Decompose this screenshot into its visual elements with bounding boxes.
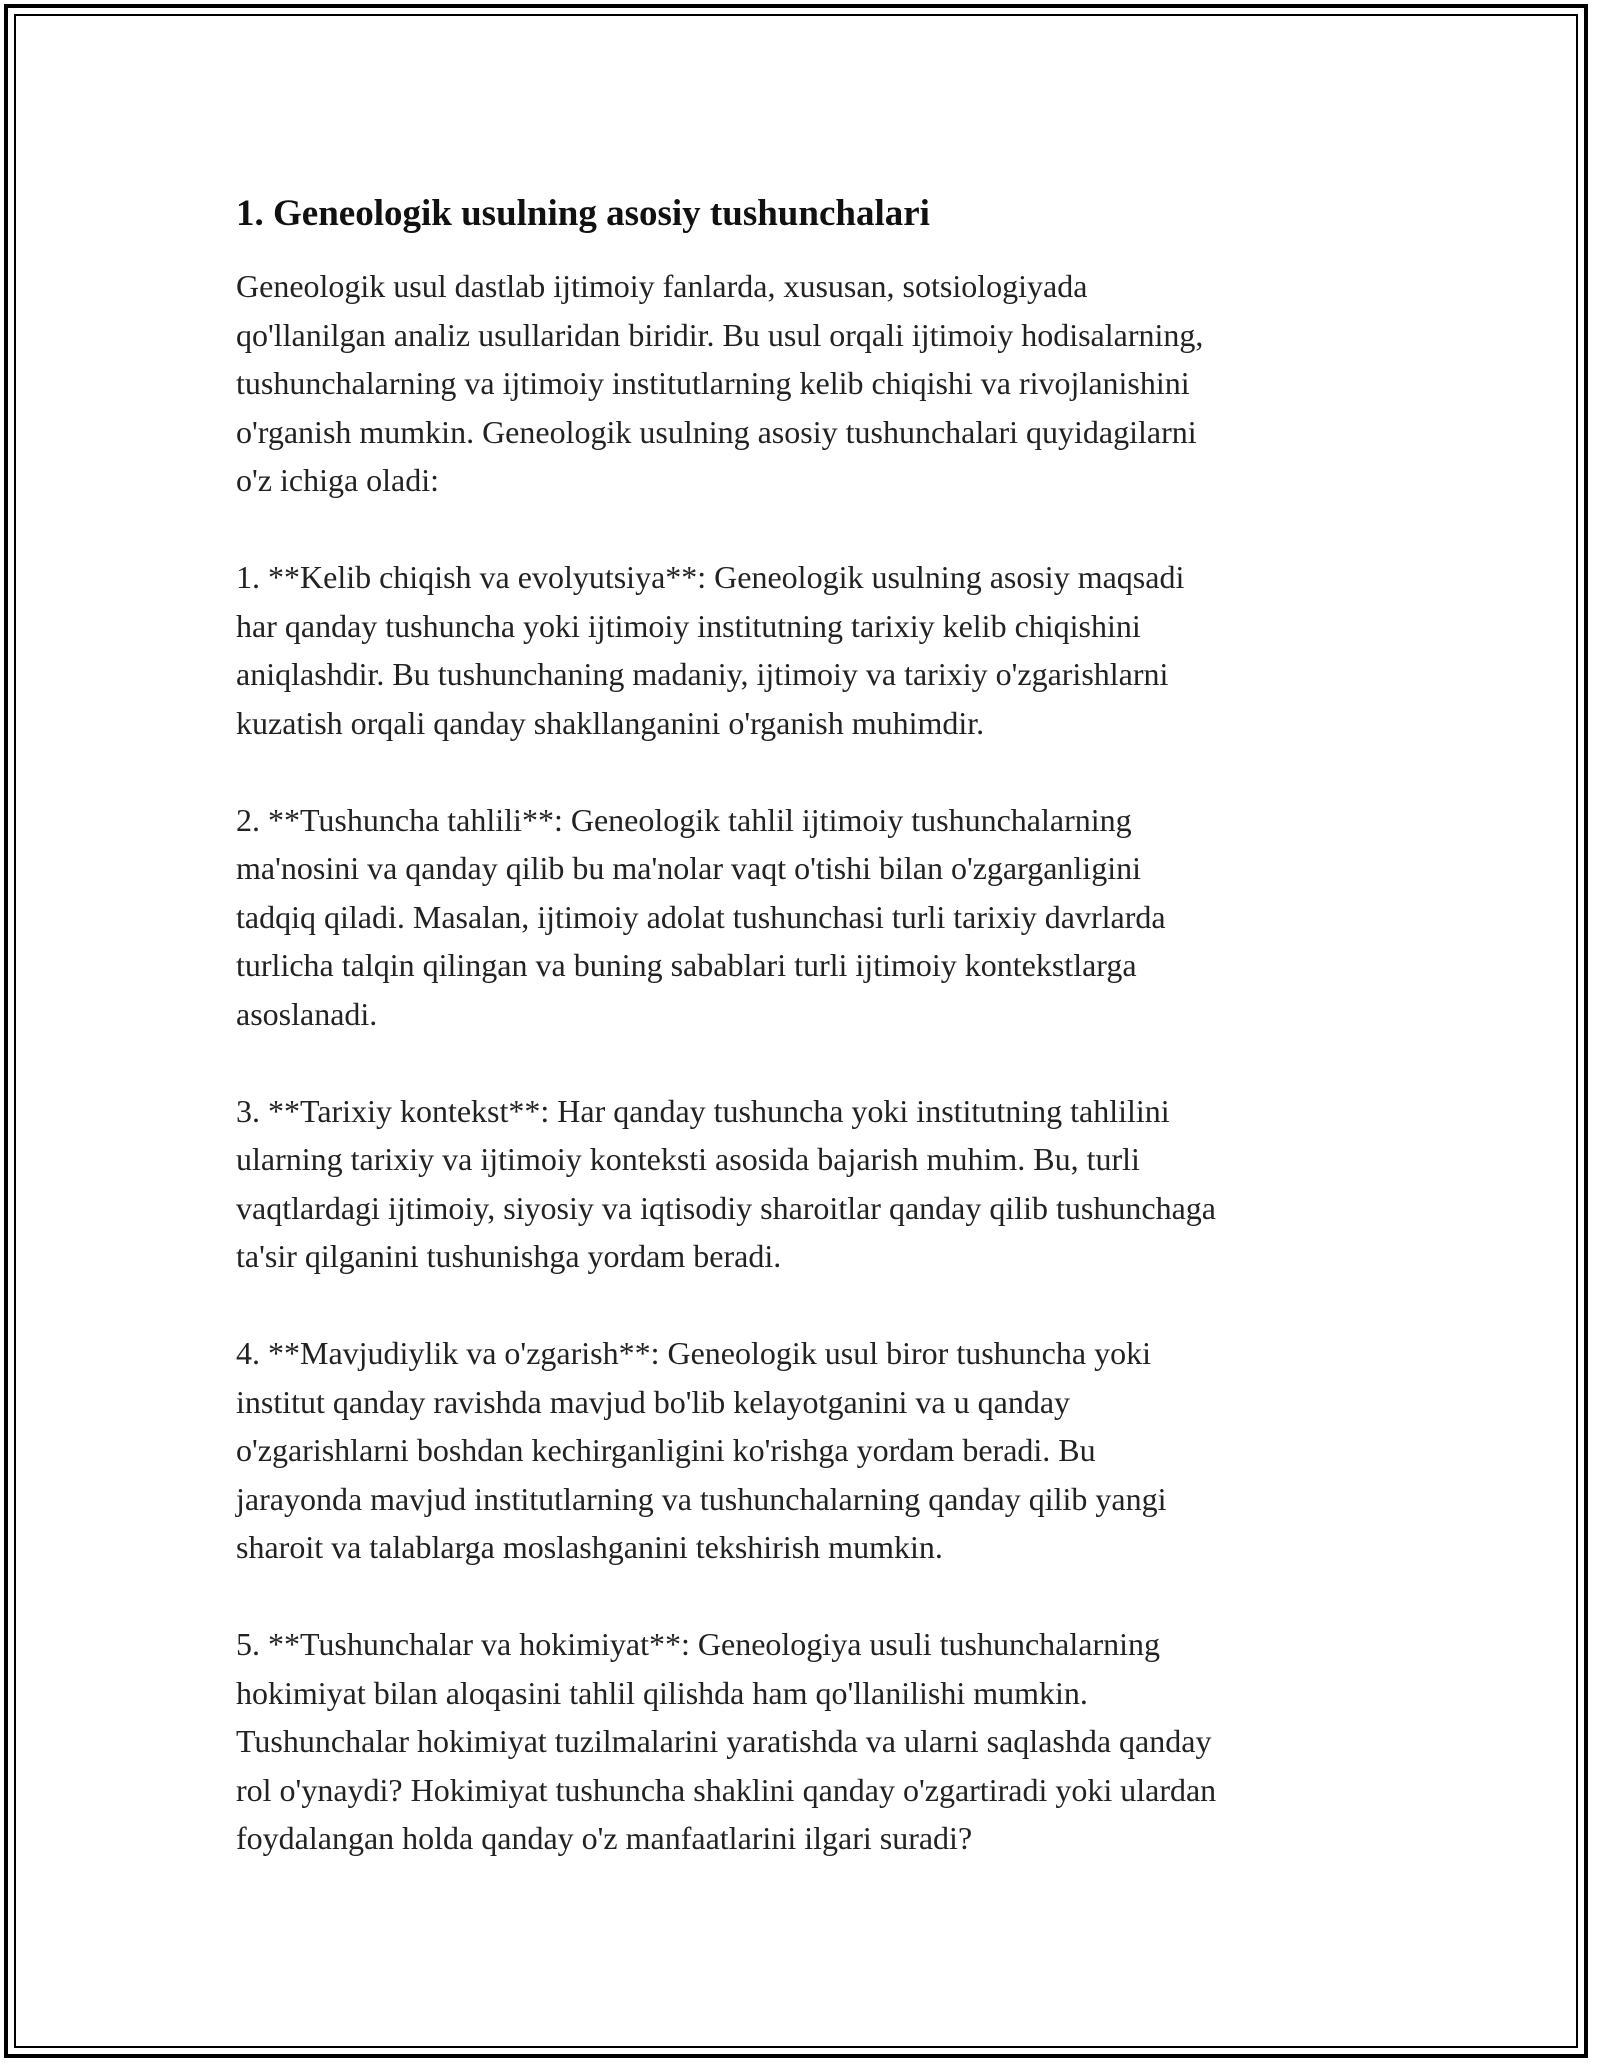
paragraph-line: qo'llanilgan analiz usullaridan biridir. Bu usul orqali ijtimoiy hodisalarning, (236, 316, 1204, 353)
paragraph-line: o'rganish mumkin. Geneologik usulning asosiy tushunchalari quyidagilarni (236, 413, 1197, 450)
paragraph-line: 4. **Mavjudiylik va o'zgarish**: Geneologik usul biror tushuncha yoki (236, 1335, 1151, 1371)
paragraph-line: 2. **Tushuncha tahlili**: Geneologik tahlil ijtimoiy tushunchalarning (236, 801, 1132, 838)
paragraph-line: hokimiyat bilan aloqasini tahlil qilishda ham qo'llanilishi mumkin. (236, 1674, 1088, 1711)
document-body (236, 186, 1376, 1911)
paragraph-line: rol o'ynaydi? Hokimiyat tushuncha shaklini qanday o'zgartiradi yoki ulardan (236, 1771, 1217, 1808)
page-title: 1. Geneologik usulning asosiy tushunchalari (236, 193, 930, 234)
paragraph-line: institut qanday ravishda mavjud bo'lib kelayotganini va u qanday (236, 1383, 1071, 1420)
paragraph-line: Tushunchalar hokimiyat tuzilmalarini yaratishda va ularni saqlashda qanday (236, 1723, 1212, 1759)
list-item-2-paragraph (236, 796, 1376, 1039)
paragraph-line: kuzatish orqali qanday shakllanganini o'rganish muhimdir. (236, 704, 985, 741)
paragraph-line: foydalangan holda qanday o'z manfaatlarini ilgari suradi? (236, 1820, 973, 1856)
paragraph-line: asoslanadi. (236, 995, 378, 1032)
list-item-3-paragraph (236, 1087, 1376, 1281)
paragraph-line: har qanday tushuncha yoki ijtimoiy institutning tarixiy kelib chiqishini (236, 607, 1141, 644)
list-item-5-paragraph (236, 1620, 1376, 1863)
list-item-1-paragraph (236, 553, 1376, 747)
paragraph-line: 3. **Tarixiy kontekst**: Har qanday tushuncha yoki institutning tahlilini (236, 1092, 1170, 1129)
paragraph-line: vaqtlardagi ijtimoiy, siyosiy va iqtisodiy sharoitlar qanday qilib tushunchaga (236, 1189, 1216, 1226)
paragraph-line: 1. **Kelib chiqish va evolyutsiya**: Geneologik usulning asosiy maqsadi (236, 559, 1185, 595)
paragraph-line: o'z ichiga oladi: (236, 462, 440, 498)
paragraph-line: tadqiq qiladi. Masalan, ijtimoiy adolat tushunchasi turli tarixiy davrlarda (236, 898, 1166, 935)
paragraph-line: 5. **Tushunchalar va hokimiyat**: Geneologiya usuli tushunchalarning (236, 1626, 1161, 1662)
paragraph-line: o'zgarishlarni boshdan kechirganligini ko'rishga yordam beradi. Bu (236, 1432, 1096, 1468)
paragraph-line: Geneologik usul dastlab ijtimoiy fanlarda, xususan, sotsiologiyada (236, 268, 1088, 304)
intro-paragraph (236, 262, 1376, 505)
paragraph-line: ma'nosini va qanday qilib bu ma'nolar vaqt o'tishi bilan o'zgarganligini (236, 850, 1141, 886)
list-item-4-paragraph (236, 1329, 1376, 1572)
paragraph-line: jarayonda mavjud institutlarning va tushunchalarning qanday qilib yangi (236, 1480, 1167, 1517)
paragraph-line: ularning tarixiy va ijtimoiy konteksti asosida bajarish muhim. Bu, turli (236, 1141, 1140, 1177)
paragraph-line: ta'sir qilganini tushunishga yordam beradi. (236, 1238, 782, 1274)
paragraph-line: aniqlashdir. Bu tushunchaning madaniy, ijtimoiy va tarixiy o'zgarishlarni (236, 656, 1169, 692)
paragraph-line: sharoit va talablarga moslashganini tekshirish mumkin. (236, 1529, 943, 1565)
paragraph-line: tushunchalarning va ijtimoiy institutlarning kelib chiqishi va rivojlanishini (236, 365, 1190, 401)
paragraph-line: turlicha talqin qilingan va buning sabablari turli ijtimoiy kontekstlarga (236, 947, 1137, 983)
